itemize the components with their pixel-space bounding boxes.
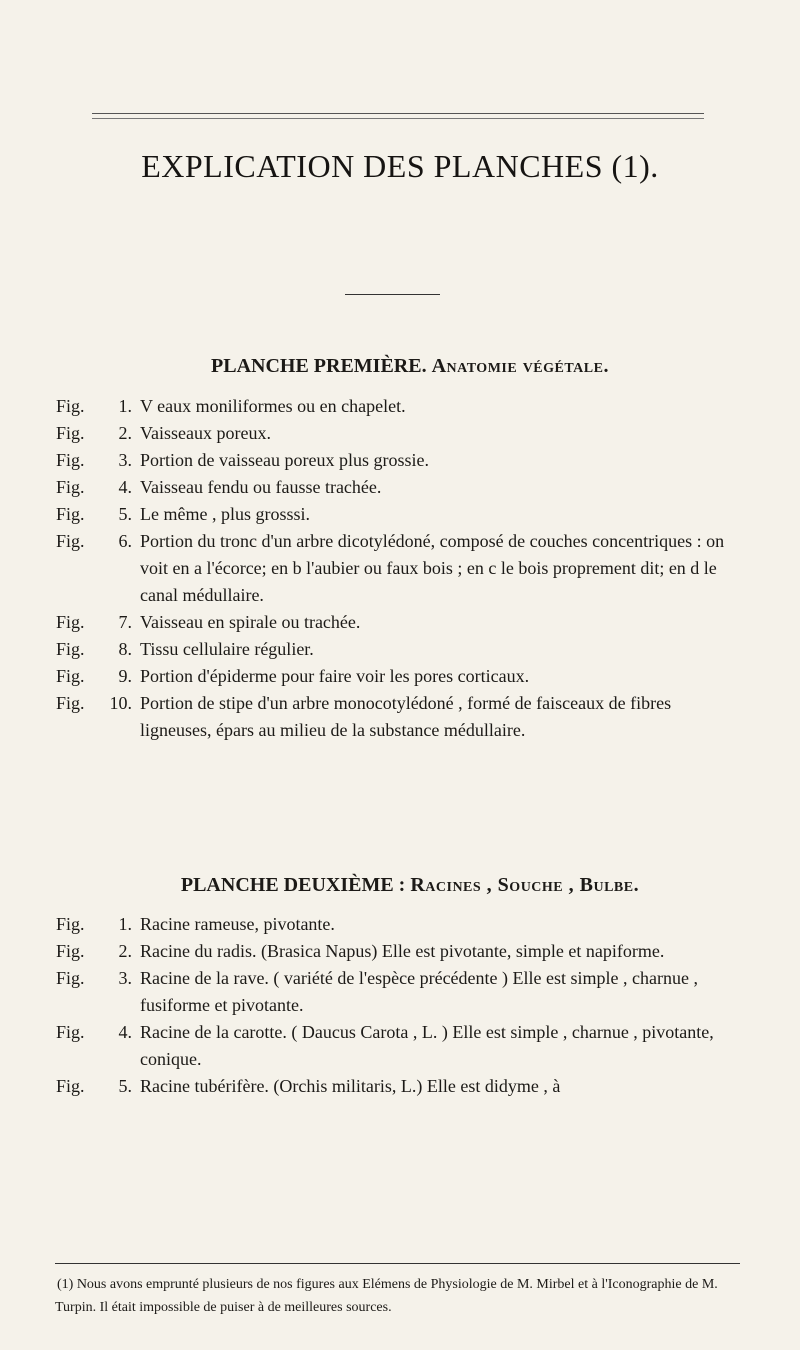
figure-description: Racine de la rave. ( variété de l'espèce précédente ) Elle est simple , charnue , fusiforme et pivotante. <box>140 968 698 1015</box>
figure-number: 4. <box>118 1022 132 1042</box>
figure-number: 5. <box>118 504 132 524</box>
planche-1-figure-list <box>56 393 746 744</box>
figure-label: Fig. <box>56 612 85 632</box>
figure-number: 2. <box>118 423 132 443</box>
figure-item <box>56 938 746 965</box>
figure-label: Fig. <box>56 423 85 443</box>
figure-number: 7. <box>118 612 132 632</box>
figure-label: Fig. <box>56 914 85 934</box>
figure-label: Fig. <box>56 941 85 961</box>
footnote-rule <box>55 1263 740 1264</box>
figure-description: Portion d'épiderme pour faire voir les pores corticaux. <box>140 666 530 686</box>
figure-label: Fig. <box>56 396 85 416</box>
figure-number: 6. <box>118 531 132 551</box>
figure-item <box>56 447 746 474</box>
figure-label: Fig. <box>56 1022 85 1042</box>
figure-number: 5. <box>118 1076 132 1096</box>
figure-description: Racine de la carotte. ( Daucus Carota , L. ) Elle est simple , charnue , pivotante, conique. <box>140 1022 714 1069</box>
planche-2-figure-list <box>56 911 746 1100</box>
page-title: EXPLICATION DES PLANCHES (1). <box>141 148 659 184</box>
figure-item <box>56 609 746 636</box>
figure-number: 8. <box>118 639 132 659</box>
figure-description: Vaisseau en spirale ou trachée. <box>140 612 361 632</box>
planche-1-title <box>85 355 735 378</box>
figure-description: Tissu cellulaire régulier. <box>140 639 314 659</box>
figure-description: Vaisseau fendu ou fausse trachée. <box>140 477 382 497</box>
figure-description: V eaux moniliformes ou en chapelet. <box>140 396 406 416</box>
figure-item <box>56 1073 746 1100</box>
figure-description: Le même , plus grosssi. <box>140 504 310 524</box>
planche-1-title-sub: Anatomie végétale. <box>431 355 609 377</box>
figure-item <box>56 965 746 1019</box>
figure-label: Fig. <box>56 639 85 659</box>
figure-number: 1. <box>118 914 132 934</box>
figure-number: 4. <box>118 477 132 497</box>
figure-item <box>56 1019 746 1073</box>
figure-label: Fig. <box>56 693 85 713</box>
figure-item <box>56 690 746 744</box>
figure-number: 2. <box>118 941 132 961</box>
planche-2-title <box>85 874 735 897</box>
figure-description: Portion de stipe d'un arbre monocotylédoné , formé de faisceaux de fibres ligneuses, épars au milieu de la substance médullaire. <box>140 693 672 740</box>
separator-rule <box>345 294 440 295</box>
figure-description: Portion de vaisseau poreux plus grossie. <box>140 450 429 470</box>
planche-2-title-main: PLANCHE DEUXIÈME : <box>180 874 406 896</box>
figure-description: Racine du radis. (Brasica Napus) Elle est pivotante, simple et napiforme. <box>140 941 665 961</box>
figure-number: 10. <box>109 693 132 713</box>
figure-label: Fig. <box>56 504 85 524</box>
figure-item <box>56 663 746 690</box>
figure-item <box>56 636 746 663</box>
figure-number: 3. <box>118 968 132 988</box>
figure-label: Fig. <box>56 531 85 551</box>
planche-2-title-sub: Racines , Souche , Bulbe. <box>410 874 640 896</box>
figure-item <box>56 393 746 420</box>
figure-description: Vaisseaux poreux. <box>140 423 271 443</box>
figure-item <box>56 528 746 609</box>
figure-description: Racine rameuse, pivotante. <box>140 914 335 934</box>
figure-label: Fig. <box>56 450 85 470</box>
figure-number: 3. <box>118 450 132 470</box>
figure-label: Fig. <box>56 477 85 497</box>
top-rule <box>92 113 704 114</box>
figure-label: Fig. <box>56 666 85 686</box>
figure-description: Racine tubérifère. (Orchis militaris, L.) Elle est didyme , à <box>140 1076 561 1096</box>
figure-number: 1. <box>118 396 132 416</box>
figure-description: Portion du tronc d'un arbre dicotylédoné, composé de couches concentriques : on voit en a l'écorce; en b l'aubier ou faux bois ; en c le bois proprement dit; en d le canal médullaire. <box>140 531 725 605</box>
figure-label: Fig. <box>56 1076 85 1096</box>
footnote: (1) Nous avons emprunté plusieurs de nos figures aux Elémens de Physiologie de M. Mirbel et à l'Iconographie de M. Turpin. Il était impossible de puiser à de meilleures sources. <box>55 1277 718 1315</box>
top-rule-secondary <box>92 118 704 119</box>
figure-number: 9. <box>118 666 132 686</box>
figure-item <box>56 474 746 501</box>
planche-1-title-main: PLANCHE PREMIÈRE. <box>211 355 427 377</box>
figure-item <box>56 911 746 938</box>
figure-item <box>56 420 746 447</box>
figure-item <box>56 501 746 528</box>
figure-label: Fig. <box>56 968 85 988</box>
